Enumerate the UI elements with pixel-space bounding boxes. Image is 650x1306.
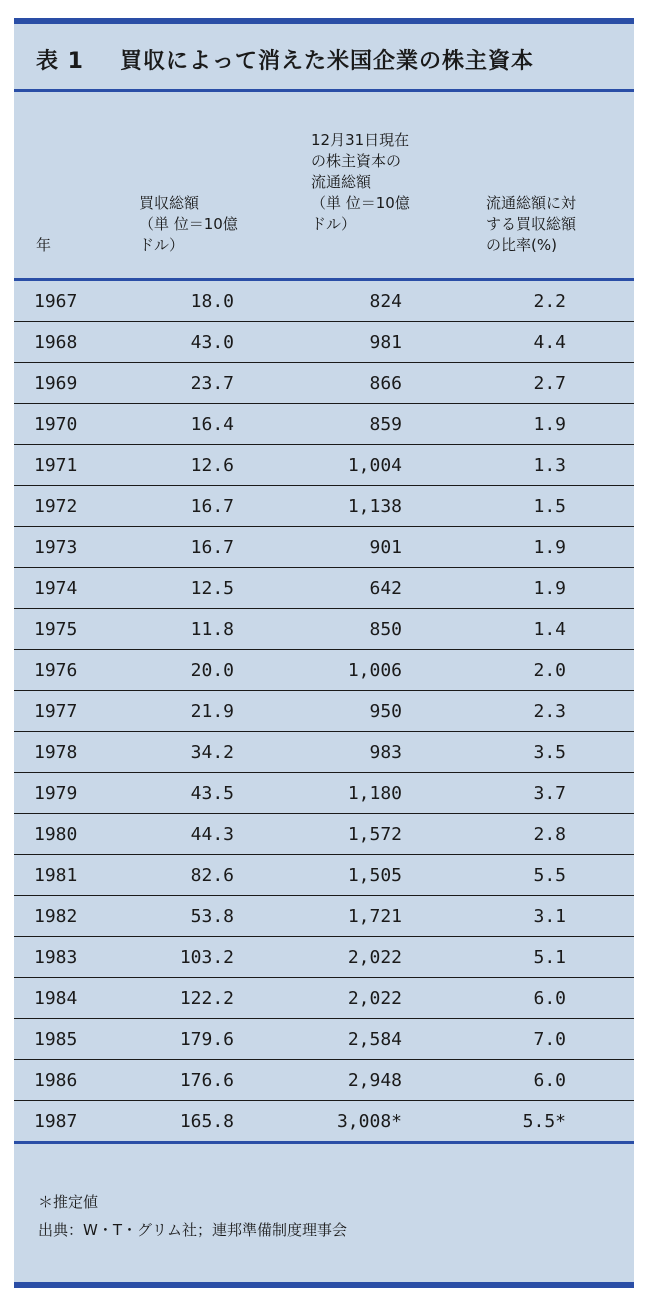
cell-ratio: 2.7 [533, 373, 566, 394]
table-title [36, 44, 534, 75]
table-row [14, 773, 634, 814]
cell-ratio: 1.9 [533, 537, 566, 558]
cell-market-value: 1,138 [347, 496, 402, 517]
cell-ratio: 5.1 [533, 947, 566, 968]
cell-ratio: 3.1 [533, 906, 566, 927]
table-panel [14, 18, 634, 1288]
cell-acquisitions: 53.8 [190, 906, 234, 927]
table-row [14, 814, 634, 855]
header-market-value: 12月31日現在 の株主資本の 流通総額 （単 位＝10億 ドル） [311, 131, 410, 233]
cell-acquisitions: 176.6 [179, 1070, 234, 1091]
cell-acquisitions: 44.3 [190, 824, 234, 845]
table-title-text: 買収によって消えた米国企業の株主資本 [119, 49, 534, 74]
cell-market-value: 2,022 [347, 947, 402, 968]
table-row [14, 1019, 634, 1060]
table-body [14, 281, 634, 1141]
cell-acquisitions: 179.6 [179, 1029, 234, 1050]
table-row [14, 732, 634, 773]
header-acquisitions: 買収総額 （単 位＝10億 ドル） [139, 194, 238, 254]
header-ratio: 流通総額に対 する買収総額 の比率(%) [486, 194, 577, 254]
cell-ratio: 1.9 [533, 414, 566, 435]
bottom-table-rule [14, 1141, 634, 1144]
cell-year: 1986 [34, 1070, 78, 1091]
cell-market-value: 983 [369, 742, 402, 763]
cell-year: 1981 [34, 865, 78, 886]
cell-acquisitions: 82.6 [190, 865, 234, 886]
cell-market-value: 2,948 [347, 1070, 402, 1091]
table-row [14, 322, 634, 363]
cell-acquisitions: 43.5 [190, 783, 234, 804]
cell-ratio: 5.5 [533, 865, 566, 886]
cell-ratio: 1.3 [533, 455, 566, 476]
cell-year: 1977 [34, 701, 78, 722]
cell-market-value: 1,004 [347, 455, 402, 476]
cell-acquisitions: 16.7 [190, 496, 234, 517]
title-rule [14, 89, 634, 92]
cell-ratio: 1.4 [533, 619, 566, 640]
cell-year: 1970 [34, 414, 78, 435]
table-row [14, 978, 634, 1019]
cell-year: 1976 [34, 660, 78, 681]
table-row [14, 1060, 634, 1101]
cell-ratio: 4.4 [533, 332, 566, 353]
table-number: 表 1 [36, 49, 84, 74]
cell-acquisitions: 18.0 [190, 291, 234, 312]
table-row [14, 650, 634, 691]
cell-year: 1978 [34, 742, 78, 763]
cell-year: 1971 [34, 455, 78, 476]
table-row [14, 445, 634, 486]
cell-ratio: 5.5* [522, 1111, 566, 1132]
table-row [14, 1101, 634, 1141]
cell-year: 1967 [34, 291, 78, 312]
cell-ratio: 1.5 [533, 496, 566, 517]
cell-ratio: 3.5 [533, 742, 566, 763]
cell-market-value: 859 [369, 414, 402, 435]
cell-year: 1982 [34, 906, 78, 927]
cell-acquisitions: 34.2 [190, 742, 234, 763]
table-row [14, 896, 634, 937]
cell-acquisitions: 12.6 [190, 455, 234, 476]
table-row [14, 609, 634, 650]
cell-acquisitions: 165.8 [179, 1111, 234, 1132]
cell-year: 1969 [34, 373, 78, 394]
table-row [14, 568, 634, 609]
cell-ratio: 2.0 [533, 660, 566, 681]
cell-market-value: 850 [369, 619, 402, 640]
cell-market-value: 824 [369, 291, 402, 312]
table-row [14, 486, 634, 527]
table-row [14, 404, 634, 445]
source-note: 出典：W・T・グリム社；連邦準備制度理事会 [38, 1221, 347, 1239]
cell-ratio: 2.2 [533, 291, 566, 312]
cell-market-value: 3,008* [336, 1111, 402, 1132]
cell-ratio: 6.0 [533, 988, 566, 1009]
cell-acquisitions: 11.8 [190, 619, 234, 640]
estimate-note: ＊推定値 [38, 1193, 99, 1211]
cell-acquisitions: 16.4 [190, 414, 234, 435]
cell-market-value: 1,721 [347, 906, 402, 927]
bottom-rule [14, 1282, 634, 1288]
table-row [14, 281, 634, 322]
table-row [14, 363, 634, 404]
cell-year: 1980 [34, 824, 78, 845]
cell-market-value: 642 [369, 578, 402, 599]
cell-market-value: 1,505 [347, 865, 402, 886]
cell-year: 1985 [34, 1029, 78, 1050]
cell-market-value: 2,584 [347, 1029, 402, 1050]
cell-market-value: 1,006 [347, 660, 402, 681]
cell-acquisitions: 122.2 [179, 988, 234, 1009]
table-row [14, 691, 634, 732]
cell-acquisitions: 12.5 [190, 578, 234, 599]
cell-market-value: 2,022 [347, 988, 402, 1009]
top-rule [14, 18, 634, 24]
table-row [14, 855, 634, 896]
cell-ratio: 1.9 [533, 578, 566, 599]
cell-year: 1984 [34, 988, 78, 1009]
table-row [14, 527, 634, 568]
cell-ratio: 2.8 [533, 824, 566, 845]
cell-ratio: 7.0 [533, 1029, 566, 1050]
table-row [14, 937, 634, 978]
cell-ratio: 3.7 [533, 783, 566, 804]
cell-year: 1972 [34, 496, 78, 517]
cell-market-value: 981 [369, 332, 402, 353]
cell-year: 1973 [34, 537, 78, 558]
cell-acquisitions: 20.0 [190, 660, 234, 681]
cell-year: 1987 [34, 1111, 78, 1132]
cell-market-value: 1,180 [347, 783, 402, 804]
cell-ratio: 6.0 [533, 1070, 566, 1091]
cell-acquisitions: 16.7 [190, 537, 234, 558]
cell-year: 1979 [34, 783, 78, 804]
cell-acquisitions: 43.0 [190, 332, 234, 353]
cell-ratio: 2.3 [533, 701, 566, 722]
cell-acquisitions: 23.7 [190, 373, 234, 394]
cell-market-value: 950 [369, 701, 402, 722]
cell-market-value: 1,572 [347, 824, 402, 845]
cell-year: 1975 [34, 619, 78, 640]
cell-acquisitions: 21.9 [190, 701, 234, 722]
cell-year: 1983 [34, 947, 78, 968]
cell-year: 1974 [34, 578, 78, 599]
header-year: 年 [36, 236, 52, 254]
cell-market-value: 901 [369, 537, 402, 558]
cell-acquisitions: 103.2 [179, 947, 234, 968]
cell-market-value: 866 [369, 373, 402, 394]
cell-year: 1968 [34, 332, 78, 353]
